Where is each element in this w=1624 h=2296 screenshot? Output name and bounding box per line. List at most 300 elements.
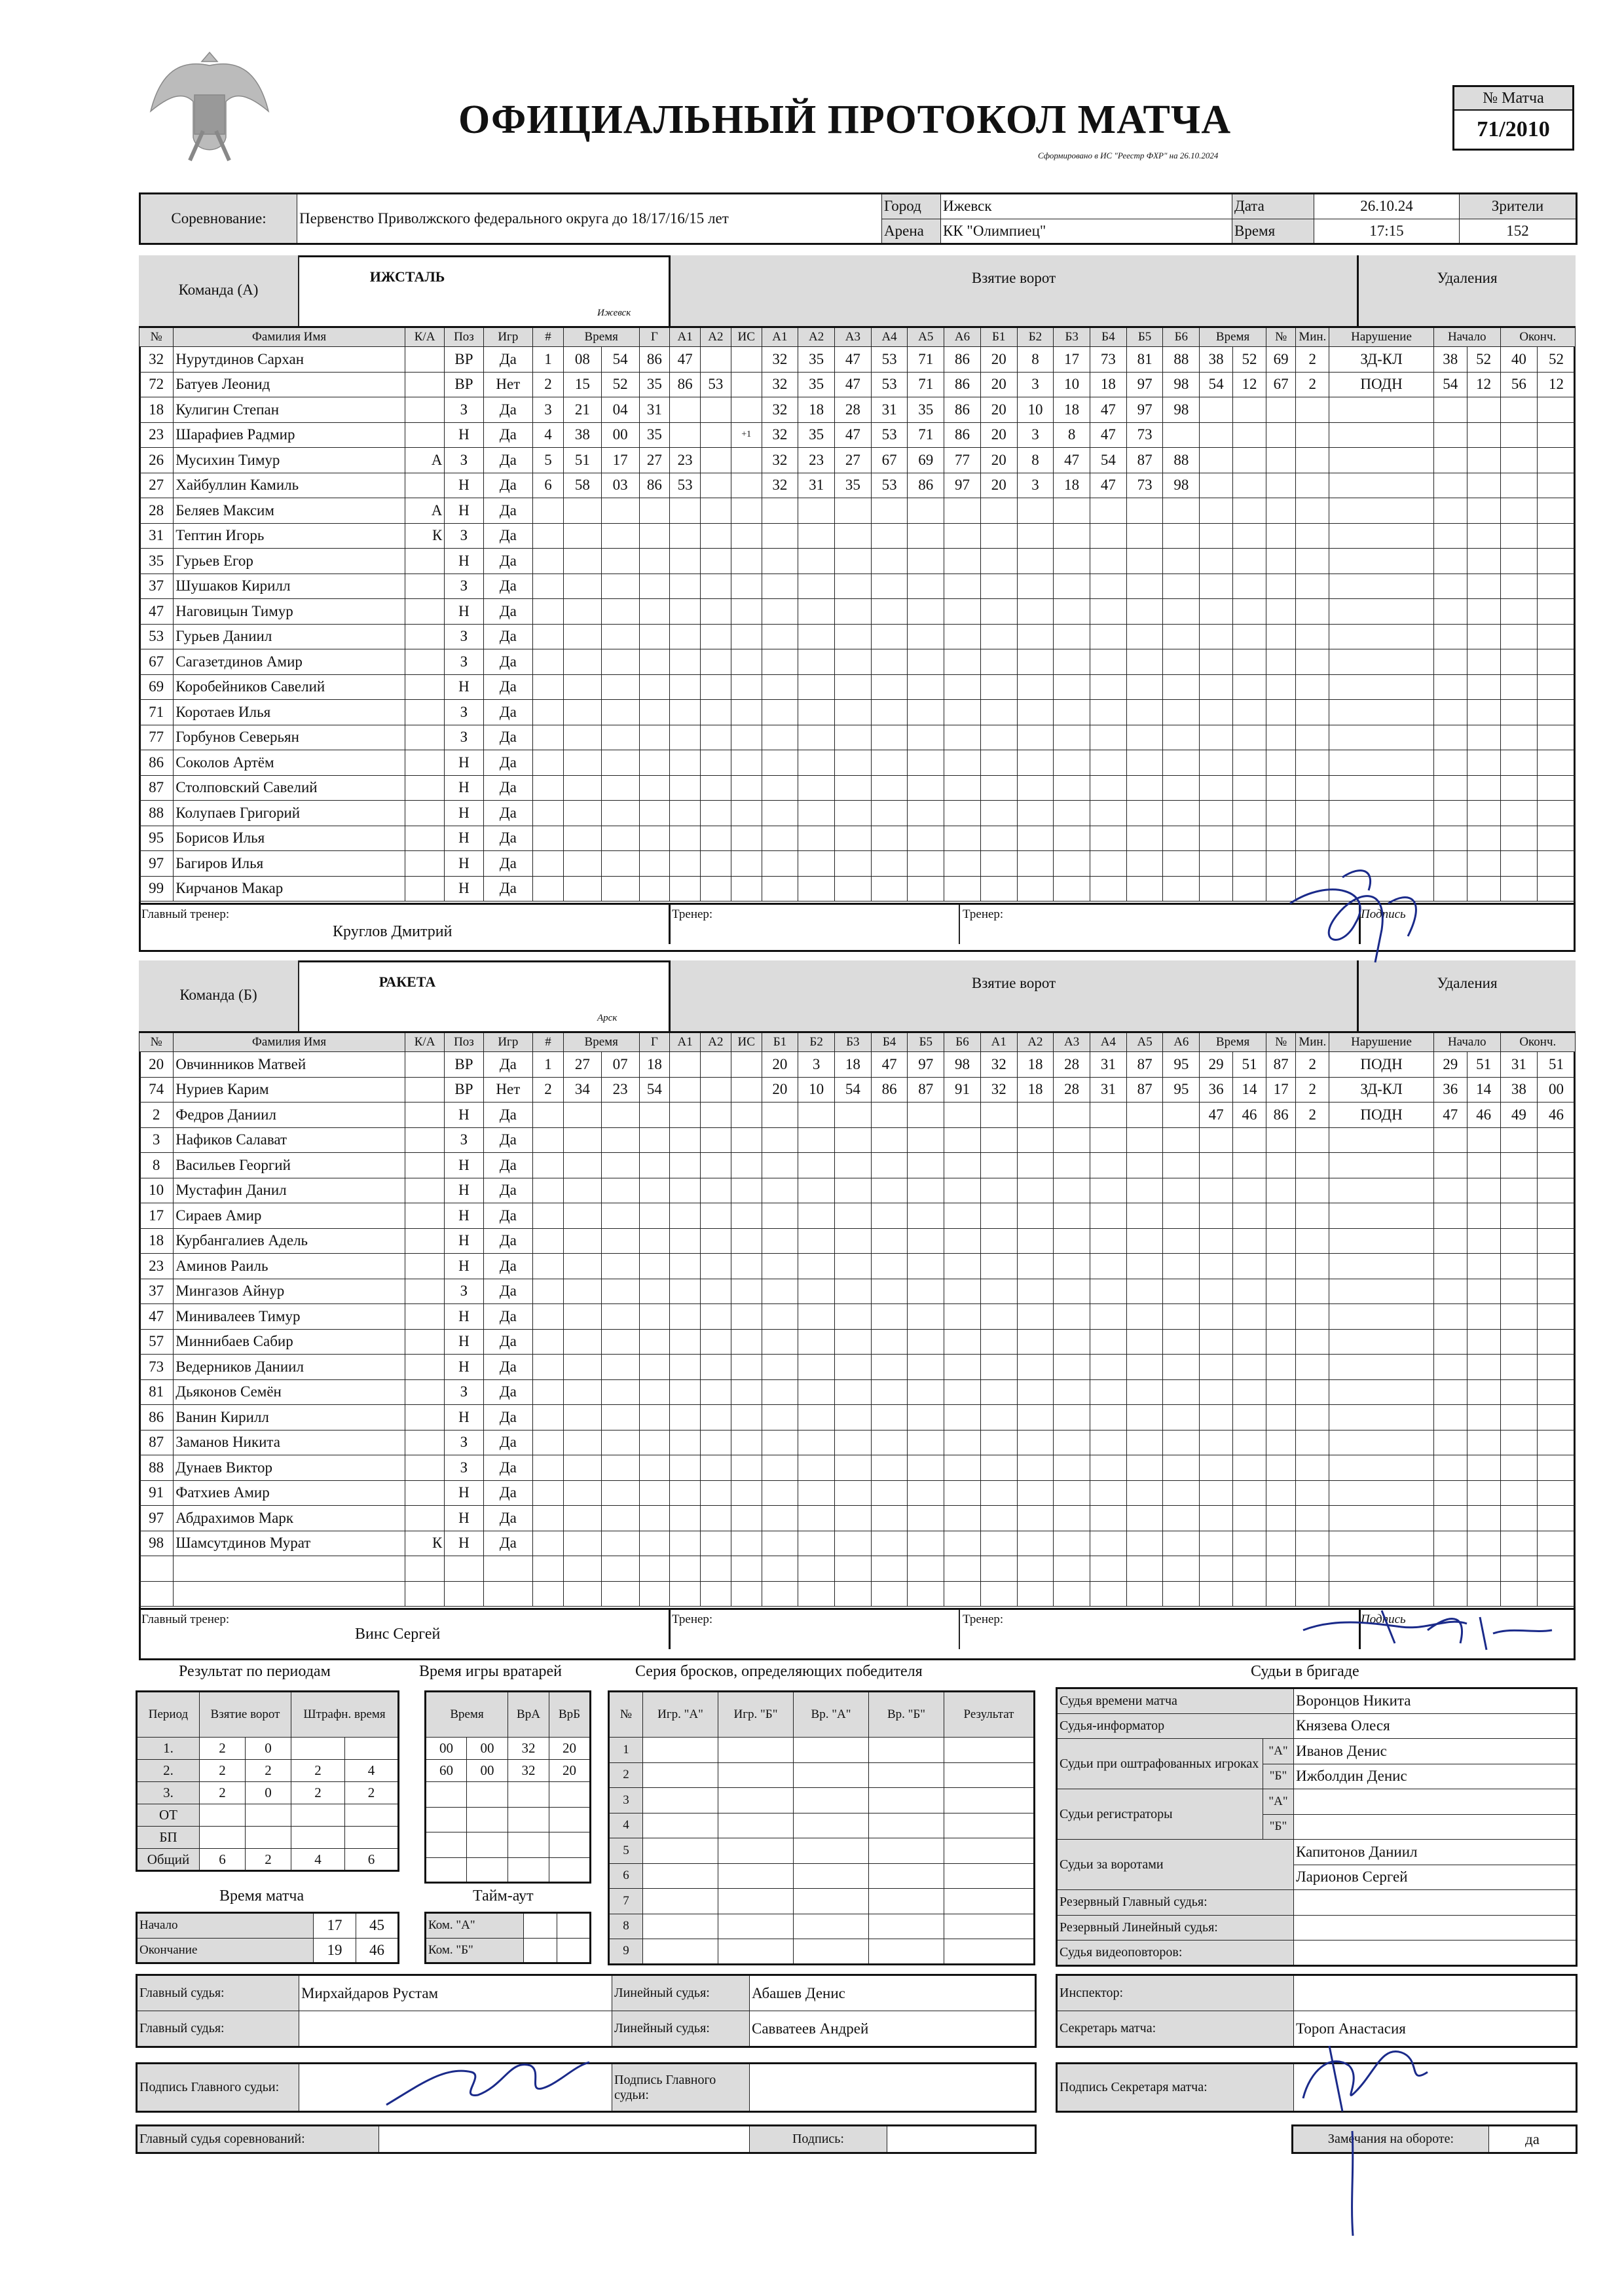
goal-cell: 4 — [533, 422, 564, 448]
shootout-header: Вр. "А" — [794, 1692, 869, 1738]
inspector-label: Инспектор: — [1057, 1975, 1294, 2011]
player-name: Горбунов Северьян — [174, 725, 405, 750]
shootout-num: 6 — [609, 1863, 643, 1889]
player-position: Н — [445, 1102, 483, 1128]
player-plays: Да — [483, 851, 533, 877]
player-name: Шушаков Кирилл — [174, 574, 405, 599]
player-position: Н — [445, 1178, 483, 1203]
player-position: Н — [445, 1506, 483, 1531]
team_a-h-pen-start: Начало — [1433, 327, 1500, 347]
team_a-h-own-1: А2 — [798, 327, 835, 347]
gk-cell: 20 — [549, 1738, 591, 1760]
penalty-cell: ПОДН — [1329, 1102, 1434, 1128]
player-number: 26 — [139, 448, 174, 473]
player-number: 88 — [139, 1455, 174, 1481]
player-number: 72 — [139, 372, 174, 397]
team_b-h-own-5: Б6 — [944, 1032, 981, 1052]
page-subtitle: Сформировано в ИС "Реестр ФХР" на 26.10.2024 — [1038, 151, 1219, 160]
goal-cell: 20 — [980, 473, 1017, 498]
player-ka: А — [405, 448, 445, 473]
team_b-h-plays: Игр — [483, 1032, 533, 1052]
periods-title: Результат по периодам — [179, 1663, 331, 1680]
time-value: 17:15 — [1314, 219, 1460, 244]
line-referee-1-label: Линейный судья: — [612, 1975, 750, 2011]
team_b-row — [139, 1228, 1576, 1254]
player-position: З — [445, 649, 483, 675]
team_b-h-pen-min: Мин. — [1296, 1032, 1329, 1052]
match-start-label: Начало — [137, 1913, 314, 1939]
period-cell — [291, 1804, 345, 1827]
player-plays: Да — [483, 674, 533, 700]
player-name: Кирчанов Макар — [174, 876, 405, 902]
player-position: Н — [445, 801, 483, 826]
goal-cell: 86 — [908, 473, 944, 498]
goal-cell: 98 — [1163, 397, 1200, 423]
goal-cell: 03 — [601, 473, 639, 498]
goal-cell: 47 — [871, 1052, 908, 1078]
team_a-h-pen-viol: Нарушение — [1329, 327, 1434, 347]
registrar-a-tag: "А" — [1263, 1789, 1294, 1815]
period-cell — [291, 1738, 345, 1760]
player-name: Аминов Раиль — [174, 1254, 405, 1279]
goal-cell: 71 — [908, 347, 944, 373]
player-plays: Да — [483, 1480, 533, 1506]
player-ka — [405, 1203, 445, 1229]
goal-cell: 54 — [1090, 448, 1127, 473]
player-position: Н — [445, 1254, 483, 1279]
goal-cell: 5 — [533, 448, 564, 473]
reserve-line-label: Резервный Линейный судья: — [1057, 1915, 1294, 1941]
period-cell: 2 — [291, 1760, 345, 1782]
player-number: 87 — [139, 775, 174, 801]
team_b-row — [139, 1077, 1576, 1102]
team_a-row — [139, 649, 1576, 675]
remarks-label: Замечания на обороте: — [1293, 2126, 1489, 2153]
penalty-cell: 51 — [1233, 1052, 1266, 1078]
player-ka — [405, 1480, 445, 1506]
goal-judge-1: Капитонов Даниил — [1294, 1840, 1577, 1865]
penalty-cell: 2 — [1296, 1052, 1329, 1078]
team_a-h-own-4: А5 — [908, 327, 944, 347]
goal-cell: 20 — [980, 347, 1017, 373]
player-position: Н — [445, 549, 483, 574]
video-judge-label: Судья видеоповторов: — [1057, 1941, 1294, 1966]
player-position: Н — [445, 422, 483, 448]
gk-row — [426, 1738, 591, 1760]
goal-cell: 1 — [533, 347, 564, 373]
time-label: Время — [1232, 219, 1314, 244]
team_b-row — [139, 1279, 1576, 1304]
goal-cell: 53 — [871, 372, 908, 397]
team_b-row — [139, 1531, 1576, 1556]
goal-cell: 47 — [1054, 448, 1090, 473]
penalty-cell: 51 — [1467, 1052, 1500, 1078]
player-position: З — [445, 448, 483, 473]
period-cell: Общий — [137, 1849, 200, 1871]
team_a-row — [139, 725, 1576, 750]
gk-time-header: Время — [426, 1692, 508, 1738]
goal-cell: 32 — [762, 372, 798, 397]
goal-cell — [731, 1077, 762, 1102]
penalty-cell: 38 — [1500, 1077, 1537, 1102]
team_b-h-time: Время — [563, 1032, 639, 1052]
shootout-num: 5 — [609, 1838, 643, 1864]
penalty-judge-b: Ижболдин Денис — [1294, 1764, 1577, 1789]
player-number: 2 — [139, 1102, 174, 1128]
shootout-header: Игр. "Б" — [718, 1692, 794, 1738]
goal-cell — [1163, 422, 1200, 448]
period-cell: 2. — [137, 1760, 200, 1782]
blue-pen-mark — [1342, 2128, 1362, 2239]
shootout-num: 3 — [609, 1788, 643, 1813]
player-ka — [405, 851, 445, 877]
period-cell: 6 — [345, 1849, 399, 1871]
goal-cell: 3 — [1017, 372, 1054, 397]
match-time-title: Время матча — [219, 1887, 304, 1904]
player-name: Шарафиев Радмир — [174, 422, 405, 448]
officials-title: Судьи в бригаде — [1251, 1663, 1359, 1680]
goal-cell — [701, 448, 731, 473]
player-number: 37 — [139, 1279, 174, 1304]
goal-cell: 53 — [871, 473, 908, 498]
penalty-cell: 69 — [1266, 347, 1295, 373]
player-plays: Да — [483, 498, 533, 524]
secretary-label: Секретарь матча: — [1057, 2011, 1294, 2047]
penalty-cell: 17 — [1266, 1077, 1295, 1102]
player-plays: Да — [483, 775, 533, 801]
team_b-row — [139, 1506, 1576, 1531]
goal-cell: 27 — [563, 1052, 601, 1078]
team_a-row — [139, 826, 1576, 851]
penalty-cell: 56 — [1500, 372, 1537, 397]
spectators-value: 152 — [1460, 219, 1577, 244]
period-cell — [291, 1827, 345, 1849]
match-start-hour: 17 — [314, 1913, 356, 1939]
period-cell — [345, 1804, 399, 1827]
player-name: Кулигин Степан — [174, 397, 405, 423]
goal-cell: 97 — [944, 473, 981, 498]
player-plays: Да — [483, 1178, 533, 1203]
match-end-hour: 19 — [314, 1938, 356, 1963]
player-ka — [405, 347, 445, 373]
team_b-h-own-4: Б5 — [908, 1032, 944, 1052]
goal-cell: 8 — [1017, 448, 1054, 473]
goal-cell: 18 — [798, 397, 835, 423]
team_b-row — [139, 1556, 1576, 1582]
team_b-h-name: Фамилия Имя — [174, 1032, 405, 1052]
city-value: Ижевск — [941, 194, 1232, 219]
gk-cell: 00 — [467, 1760, 508, 1782]
timeout-title: Тайм-аут — [473, 1887, 534, 1904]
player-name: Заманов Никита — [174, 1430, 405, 1455]
team_b-coach-label: Главный тренер: — [141, 1613, 230, 1626]
player-name: Мингазов Айнур — [174, 1279, 405, 1304]
team_a-h-opp-5: Б6 — [1163, 327, 1200, 347]
player-position: Н — [445, 750, 483, 776]
team_b-h-pos: Поз — [445, 1032, 483, 1052]
goal-cell: 35 — [908, 397, 944, 423]
shootout-row — [609, 1914, 1035, 1939]
goal-cell: 31 — [1090, 1052, 1127, 1078]
player-plays: Да — [483, 1379, 533, 1405]
goal-cell: 3 — [798, 1052, 835, 1078]
goal-cell: 91 — [944, 1077, 981, 1102]
player-number: 28 — [139, 498, 174, 524]
penalty-cell: 47 — [1433, 1102, 1467, 1128]
team_a-h-own-3: А4 — [871, 327, 908, 347]
penalty-cell: 12 — [1233, 372, 1266, 397]
player-position: З — [445, 1379, 483, 1405]
goal-cell: 18 — [1054, 397, 1090, 423]
officials-table — [1056, 1687, 1578, 1967]
team_b-name: РАКЕТА — [378, 974, 436, 990]
goal-cell: 32 — [762, 448, 798, 473]
penalty-cell: 38 — [1200, 347, 1233, 373]
player-ka — [405, 397, 445, 423]
player-ka: А — [405, 498, 445, 524]
team_a-coach3-label: Тренер: — [963, 907, 1004, 921]
team_b-h-num: № — [139, 1032, 174, 1052]
goal-cell: 32 — [762, 473, 798, 498]
shootout-row — [609, 1838, 1035, 1864]
goal-cell: 71 — [908, 372, 944, 397]
secretary-name: Тороп Анастасия — [1294, 2011, 1577, 2047]
goal-cell: 86 — [944, 422, 981, 448]
period-row — [137, 1782, 399, 1804]
goal-cell: 47 — [835, 422, 872, 448]
team_a-h-own-5: А6 — [944, 327, 981, 347]
shootout-row — [609, 1813, 1035, 1838]
penalty-cell: 2 — [1296, 372, 1329, 397]
player-ka — [405, 801, 445, 826]
player-ka — [405, 1052, 445, 1078]
player-name: Мустафин Данил — [174, 1178, 405, 1203]
player-name: Шамсутдинов Мурат — [174, 1531, 405, 1556]
penalty-judges-label: Судьи при оштрафованных игроках — [1057, 1739, 1263, 1789]
team_a-h-num: № — [139, 327, 174, 347]
goal-cell: 17 — [1054, 347, 1090, 373]
player-name: Гурьев Егор — [174, 549, 405, 574]
period-cell: 2 — [246, 1849, 291, 1871]
player-name: Хайбуллин Камиль — [174, 473, 405, 498]
goal-cell — [670, 1077, 701, 1102]
goal-cell: 95 — [1163, 1077, 1200, 1102]
goal-cell: 08 — [563, 347, 601, 373]
penalty-cell: 14 — [1467, 1077, 1500, 1102]
goal-cell: 32 — [762, 422, 798, 448]
team_a-row — [139, 750, 1576, 776]
player-number: 87 — [139, 1430, 174, 1455]
gk-row — [426, 1760, 591, 1782]
goals-header: Взятие ворот — [200, 1692, 291, 1738]
line-referee-1: Абашев Денис — [750, 1975, 1036, 2011]
team_a-h-own-0: А1 — [762, 327, 798, 347]
team_b-row — [139, 1304, 1576, 1330]
player-position: Н — [445, 1329, 483, 1355]
team_b-row — [139, 1329, 1576, 1355]
goal-cell: 54 — [601, 347, 639, 373]
team_b-row — [139, 1203, 1576, 1229]
period-cell: ОТ — [137, 1804, 200, 1827]
team_b-coach2-label: Тренер: — [672, 1613, 713, 1626]
team_a-h-name: Фамилия Имя — [174, 327, 405, 347]
player-position: З — [445, 1430, 483, 1455]
player-ka — [405, 876, 445, 902]
referees-table — [136, 1974, 1037, 2048]
goal-cell — [701, 473, 731, 498]
date-value: 26.10.24 — [1314, 194, 1460, 219]
player-position: З — [445, 397, 483, 423]
player-number: 86 — [139, 1405, 174, 1430]
player-position: Н — [445, 1531, 483, 1556]
team_a-row — [139, 624, 1576, 649]
period-cell — [246, 1804, 291, 1827]
team_a-row — [139, 448, 1576, 473]
gk-vrb-header: ВрБ — [549, 1692, 591, 1738]
goal-cell: 6 — [533, 473, 564, 498]
goal-cell: 3 — [1017, 422, 1054, 448]
player-name: Гурьев Даниил — [174, 624, 405, 649]
team_a-h-g: Г — [639, 327, 670, 347]
team_a-h-opp-4: Б5 — [1126, 327, 1163, 347]
period-row — [137, 1738, 399, 1760]
competition-name: Первенство Приволжского федерального округа до 18/17/16/15 лет — [297, 194, 882, 244]
goal-cell: 54 — [835, 1077, 872, 1102]
team_a-penalties-title: Удаления — [1437, 270, 1498, 286]
player-number: 77 — [139, 725, 174, 750]
match-number-label: № Матча — [1454, 87, 1572, 111]
player-plays: Да — [483, 750, 533, 776]
goal-cell: 28 — [1054, 1077, 1090, 1102]
shootout-row — [609, 1762, 1035, 1788]
player-ka — [405, 473, 445, 498]
player-number: 8 — [139, 1153, 174, 1178]
player-name: Коротаев Илья — [174, 700, 405, 725]
penalty-cell: 12 — [1538, 372, 1576, 397]
goal-cell: 52 — [601, 372, 639, 397]
match-info-table — [139, 192, 1578, 245]
penalty-cell: 52 — [1467, 347, 1500, 373]
player-plays: Да — [483, 1329, 533, 1355]
team_b-h-a1: А1 — [670, 1032, 701, 1052]
player-number: 69 — [139, 674, 174, 700]
player-number: 32 — [139, 347, 174, 373]
period-cell: 0 — [246, 1782, 291, 1804]
player-plays: Да — [483, 700, 533, 725]
player-plays: Да — [483, 1455, 533, 1481]
player-position: Н — [445, 1153, 483, 1178]
main-referee-2-label: Главный судья: — [137, 2011, 299, 2047]
goal-cell: 69 — [908, 448, 944, 473]
team_a-h-pen-end: Оконч. — [1500, 327, 1575, 347]
goal-cell: 31 — [639, 397, 670, 423]
line-referee-2: Савватеев Андрей — [750, 2011, 1036, 2047]
player-number: 71 — [139, 700, 174, 725]
goal-cell: 18 — [1054, 473, 1090, 498]
shootout-num: 9 — [609, 1939, 643, 1965]
team_b-h-own-3: Б4 — [871, 1032, 908, 1052]
player-name: Абдрахимов Марк — [174, 1506, 405, 1531]
player-ka — [405, 750, 445, 776]
player-ka — [405, 574, 445, 599]
goal-cell — [731, 347, 762, 373]
goal-cell: 20 — [762, 1052, 798, 1078]
player-plays: Да — [483, 1279, 533, 1304]
player-position: Н — [445, 876, 483, 902]
period-row — [137, 1849, 399, 1871]
goal-cell: 98 — [1163, 372, 1200, 397]
player-plays: Да — [483, 473, 533, 498]
chief-sign-label: Подпись: — [750, 2126, 887, 2153]
gk-cell: 32 — [508, 1760, 549, 1782]
goal-cell: 47 — [1090, 397, 1127, 423]
player-ka: К — [405, 1531, 445, 1556]
date-label: Дата — [1232, 194, 1314, 219]
goal-cell: 98 — [1163, 473, 1200, 498]
signature-main-referee — [380, 2046, 596, 2118]
player-name: Ванин Кирилл — [174, 1405, 405, 1430]
goal-cell: 47 — [835, 347, 872, 373]
goal-cell: 86 — [944, 397, 981, 423]
team_b-row — [139, 1355, 1576, 1380]
period-cell: 3. — [137, 1782, 200, 1804]
player-name: Нурутдинов Сархан — [174, 347, 405, 373]
player-name: Коробейников Савелий — [174, 674, 405, 700]
player-number: 86 — [139, 750, 174, 776]
player-plays: Да — [483, 549, 533, 574]
team_b-row — [139, 1052, 1576, 1078]
shootout-num: 8 — [609, 1914, 643, 1939]
player-plays: Да — [483, 1127, 533, 1153]
player-plays: Да — [483, 649, 533, 675]
period-cell — [345, 1738, 399, 1760]
penalty-cell: 67 — [1266, 372, 1295, 397]
penalty-cell: ПОДН — [1329, 372, 1434, 397]
player-position: ВР — [445, 372, 483, 397]
team_a-h-pen-time: Время — [1200, 327, 1266, 347]
goal-judges-label: Судьи за воротами — [1057, 1840, 1294, 1890]
goal-cell: 95 — [1163, 1052, 1200, 1078]
goal-cell: 34 — [563, 1077, 601, 1102]
player-ka — [405, 1455, 445, 1481]
player-number: 27 — [139, 473, 174, 498]
penalty-cell: 46 — [1233, 1102, 1266, 1128]
player-plays: Да — [483, 1102, 533, 1128]
goal-cell: 98 — [944, 1052, 981, 1078]
player-number: 81 — [139, 1379, 174, 1405]
goal-cell: 27 — [639, 448, 670, 473]
player-number: 17 — [139, 1203, 174, 1229]
player-plays: Да — [483, 1254, 533, 1279]
player-number: 99 — [139, 876, 174, 902]
period-cell — [200, 1804, 246, 1827]
team_a-h-is: ИС — [731, 327, 762, 347]
period-cell: 4 — [291, 1849, 345, 1871]
team_b-coach3-label: Тренер: — [963, 1613, 1004, 1626]
player-name: Батуев Леонид — [174, 372, 405, 397]
period-cell — [345, 1827, 399, 1849]
goal-cell: 87 — [1126, 1052, 1163, 1078]
period-row — [137, 1804, 399, 1827]
player-name: Дьяконов Семён — [174, 1379, 405, 1405]
goal-cell: 04 — [601, 397, 639, 423]
line-referee-2-label: Линейный судья: — [612, 2011, 750, 2047]
team_b-h-pen-viol: Нарушение — [1329, 1032, 1434, 1052]
goal-cell: 31 — [871, 397, 908, 423]
team_a-h-opp-2: Б3 — [1054, 327, 1090, 347]
player-number: 47 — [139, 1304, 174, 1330]
team_b-h-opp-4: А5 — [1126, 1032, 1163, 1052]
